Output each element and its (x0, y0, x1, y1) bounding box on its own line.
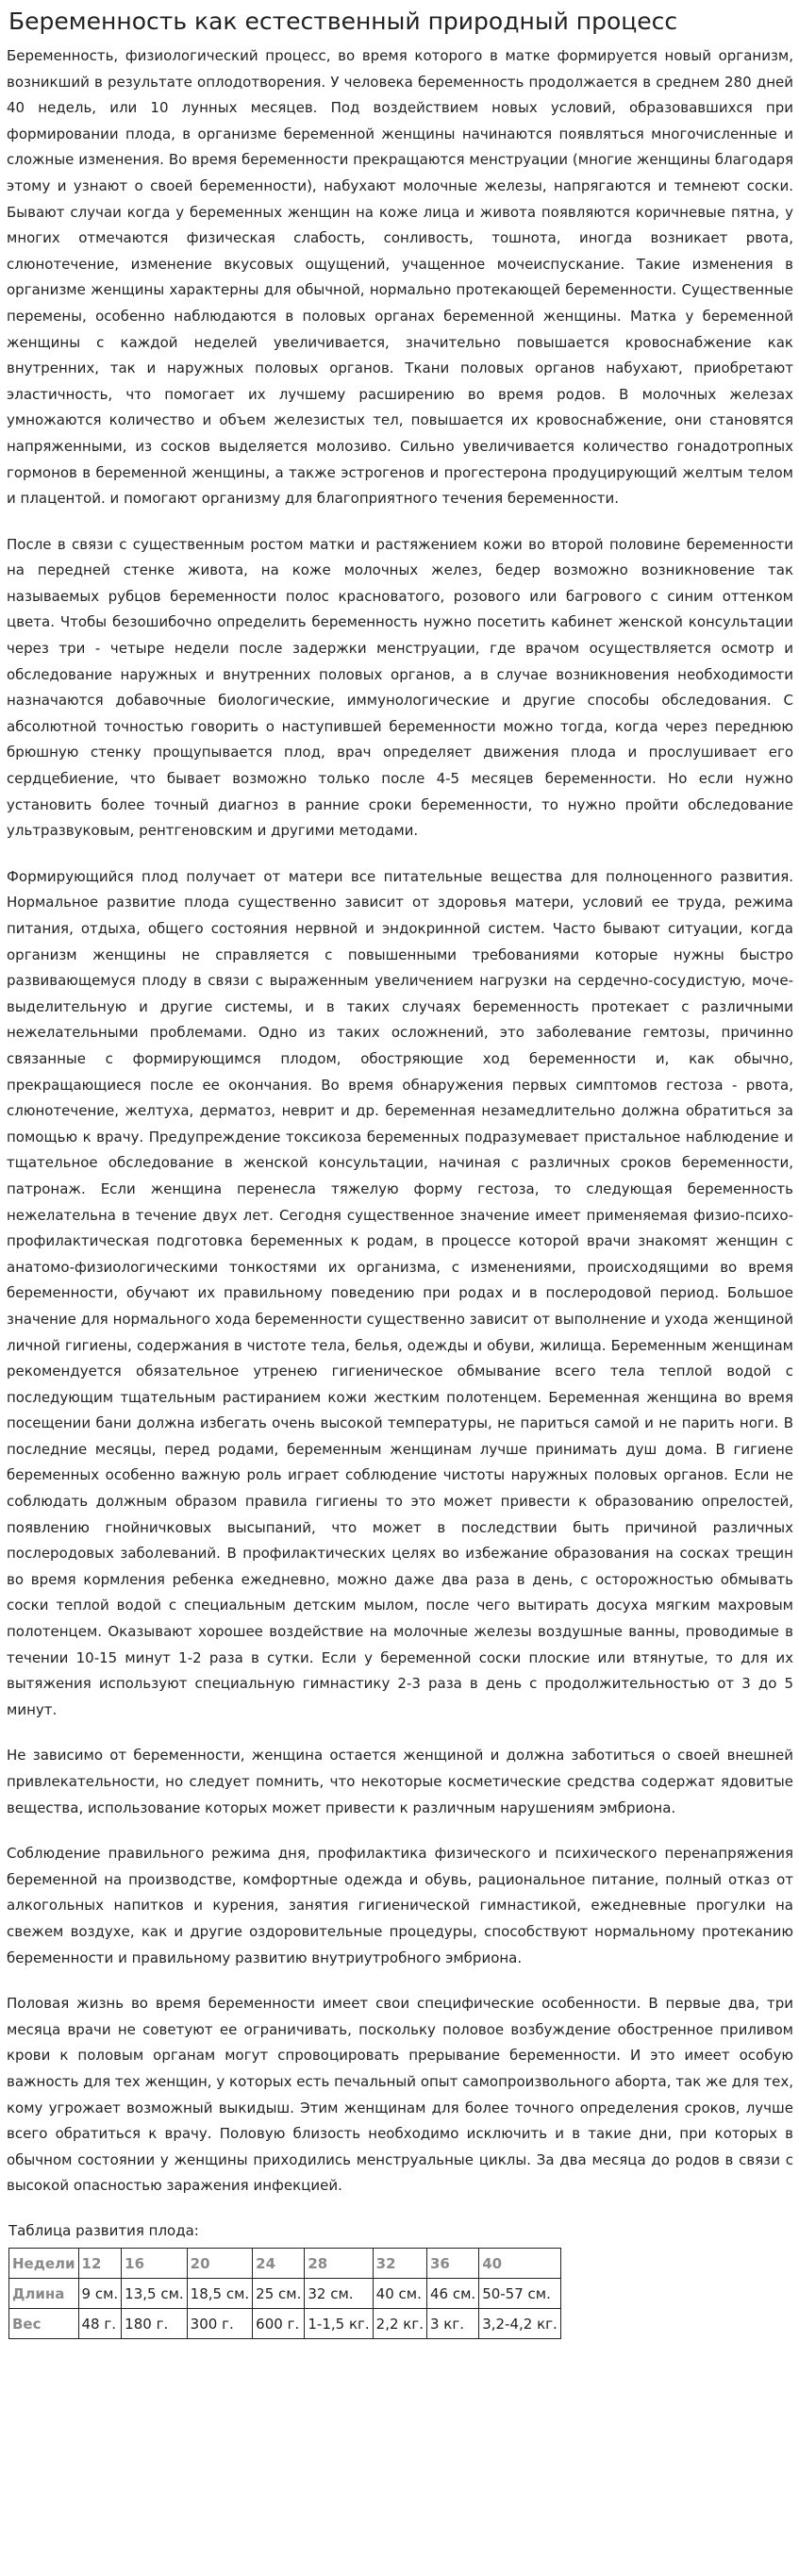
paragraph: Половая жизнь во время беременности имеет свои специфические особенности. В первые два, три месяца врачи не советуют ее ограничивать, поскольку половое возбуждение обостренное приливом крови к половым органам могут спровоцировать прерывание беременности. И это имеет особую важность для тех женщин, у которых есть печальный опыт самопроизвольного аборта, так же для тех, кому угрожает возможный выкидыш. Этим женщинам для более точного определения сроков, лучше всего обратиться к врачу. Половую близость необходимо исключить и в такие дни, при которых в обычном состоянии у женщины приходились менструальные циклы. За два месяца до родов в связи с высокой опасностью заражения инфекцией. (7, 1995, 793, 2195)
table-cell: 13,5 см. (122, 2278, 188, 2308)
table-row (9, 2308, 561, 2338)
article-title: Беременность как естественный природный процесс (8, 8, 678, 35)
paragraph: Не зависимо от беременности, женщина остается женщиной и должна заботиться о своей внешней привлекательности, но следует помнить, что некоторые косметические средства содержат ядовитые вещества, использование которых может привести к различным нарушениям эмбриона. (7, 1747, 793, 1816)
table-cell: 18,5 см. (187, 2278, 253, 2308)
paragraph: Формирующийся плод получает от матери все питательные вещества для полноценного развития. Нормальное развитие плода существенно зависит от здоровья матери, условий ее труда, режима питания, отдыха, общего состояния нервной и эндокринной систем. Часто бывают ситуации, когда организм женщины не справляется с повышенными требованиями которые нужны быстро развивающемуся плоду в связи с выраженным увеличением нагрузки на сердечно-сосудистую, моче-выделительную и другие системы, и в таких случаях беременность протекает с различными нежелательными проблемами. Одно из таких осложнений, это заболевание гемтозы, причинно связанные с формирующимся плодом, обостряющие ход беременности и, как обычно, прекращающиеся после ее окончания. Во время обнаружения первых симптомов гестоза - рвота, слюнотечение, желтуха, дерматоз, неврит и др. беременная незамедлительно должна обратиться за помощью к врачу. Предупреждение токсикоза беременных подразумевает пристальное наблюдение и тщательное обследование в женской консультации, начиная с различных сроков беременности, патронаж. Если женщина перенесла тяжелую форму гестоза, то следующая беременность нежелательна в течение двух лет. Сегодня существенное значение имеет применяемая физио-психо-профилактическая подготовка беременных к родам, в процессе которой врачи знакомят женщин с анатомо-физиологическими тонкостями их организма, с изменениями, происходящими во время беременности, обучают их правильному поведению при родах и в послеродовой период. Большое значение для нормального хода беременности существенно зависит от выполнение и ухода женщиной личной гигиены, содержания в чистоте тела, белья, одежды и обуви, жилища. Беременным женщинам рекомендуется обязательное утренею гигиеническое обмывание всего тела теплой водой с последующим тщательным растиранием кожи жестким полотенцем. Беременная женщина во время посещении бани должна избегать очень высокой температуры, не париться самой и не парить ноги. В последние месяцы, перед родами, беременным женщинам лучше принимать душ дома. В гигиене беременных особенно важную роль играет соблюдение чистоты наружных половых органов. Если не соблюдать должным образом правила гигиены то это может привести к образованию опрелостей, появлению гнойничковых высыпаний, что может в последствии быть причиной различных послеродовых заболеваний. В профилактических целях во избежание образования на сосках трещин во время кормления ребенка ежедневно, можно даже два раза в день, с осторожностью обмывать соски теплой водой с специальным детским мылом, после чего вытирать досуха мягким махровым полотенцем. Оказывают хорошее воздействие на молочные железы воздушные ванны, проводимые в течении 10-15 минут 1-2 раза в сутки. Если у беременной соски плоские или втянутые, то для их вытяжения используют специальную гимнастику 2-3 раза в день с продолжительностью от 3 до 5 минут. (7, 867, 793, 1718)
table-header-cell: 36 (427, 2248, 479, 2278)
table-cell: 3,2-4,2 кг. (479, 2308, 561, 2338)
table-header-cell: 32 (373, 2248, 426, 2278)
table-header-cell: Недели (9, 2248, 79, 2278)
table-cell: 600 г. (253, 2308, 305, 2338)
table-cell: 2,2 кг. (373, 2308, 426, 2338)
table-cell: 40 см. (373, 2278, 426, 2308)
table-header-cell: 28 (305, 2248, 373, 2278)
table-cell: 1-1,5 кг. (305, 2308, 373, 2338)
table-row (9, 2278, 561, 2308)
table-cell: 300 г. (187, 2308, 253, 2338)
table-header-cell: 40 (479, 2248, 561, 2278)
table-header-cell: 16 (122, 2248, 188, 2278)
paragraph: После в связи с существенным ростом матки и растяжением кожи во второй половине беременности на передней стенке живота, на коже молочных желез, бедер возможно возникновение так называемых рубцов беременности полос красноватого, розового или багрового с синим оттенком цвета. Чтобы безошибочно определить беременность нужно посетить кабинет женской консультации через три - четыре недели после задержки менструации, где врачом осуществляется осмотр и обследование наружных и внутренних половых органов, а в случае возникновения необходимости назначаются добавочные биологические, иммунологические и другие способы обследования. С абсолютной точностью говорить о наступившей беременности можно тогда, когда через переднюю брюшную стенку прощупывается плод, врач определяет движения плода и прослушивает его сердцебиение, что бывает возможно только после 4-5 месяцев беременности. Но если нужно установить более точный диагноз в ранние сроки беременности, то нужно пройти обследование ультразвуковым, рентгеновским и другими методами. (7, 535, 793, 840)
table-row-label: Длина (9, 2278, 79, 2308)
table-cell: 32 см. (305, 2278, 373, 2308)
table-header-cell: 12 (78, 2248, 122, 2278)
table-header-row (9, 2248, 561, 2278)
table-row-label: Вес (9, 2308, 79, 2338)
table-cell: 25 см. (253, 2278, 305, 2308)
table-cell: 48 г. (78, 2308, 122, 2338)
table-header-cell: 20 (187, 2248, 253, 2278)
table-cell: 9 см. (78, 2278, 122, 2308)
fetal-development-table (8, 2248, 561, 2339)
table-cell: 50-57 см. (479, 2278, 561, 2308)
paragraph: Беременность, физиологический процесс, во время которого в матке формируется новый организм, возникший в результате оплодотворения. У человека беременность продолжается в среднем 280 дней 40 недель, или 10 лунных месяцев. Под воздействием новых условий, образовавшихся при формировании плода, в организме беременной женщины начинаются появляться многочисленные и сложные изменения. Во время беременности прекращаются менструации (многие женщины благодаря этому и узнают о своей беременности), набухают молочные железы, напрягаются и темнеют соски. Бывают случаи когда у беременных женщин на коже лица и живота появляются коричневые пятна, у многих отмечаются физическая слабость, сонливость, тошнота, иногда возникает рвота, слюнотечение, изменение вкусовых ощущений, учащенное мочеиспускание. Такие изменения в организме женщины характерны для обычной, нормально протекающей беременности. Существенные перемены, особенно наблюдаются в половых органах беременной женщины. Матка у беременной женщины с каждой неделей увеличивается, значительно повышается кровоснабжение как внутренних, так и наружных половых органов. Ткани половых органов набухают, приобретают эластичность, что помогает их лучшему расширению во время родов. В молочных железах умножаются количество и объем железистых тел, повышается их кровоснабжение, они становятся напряженными, из сосков выделяется молозиво. Сильно увеличивается количество гонадотропных гормонов в беременной женщины, а также эстрогенов и прогестерона продуцирующий желтым телом и плацентой. и помогают организму для благоприятного течения беременности. (7, 47, 793, 508)
table-cell: 3 кг. (427, 2308, 479, 2338)
table-cell: 180 г. (122, 2308, 188, 2338)
table-header-cell: 24 (253, 2248, 305, 2278)
paragraph: Соблюдение правильного режима дня, профилактика физического и психического перенапряжения беременной на производстве, комфортные одежда и обувь, рациональное питание, полный отказ от алкогольных напитков и курения, занятия гигиенической гимнастикой, ежедневные прогулки на свежем воздухе, как и другие оздоровительные процедуры, способствуют нормальному протеканию беременности и правильному развитию внутриутробного эмбриона. (7, 1845, 793, 1966)
table-cell: 46 см. (427, 2278, 479, 2308)
table-caption: Таблица развития плода: (8, 2221, 199, 2239)
